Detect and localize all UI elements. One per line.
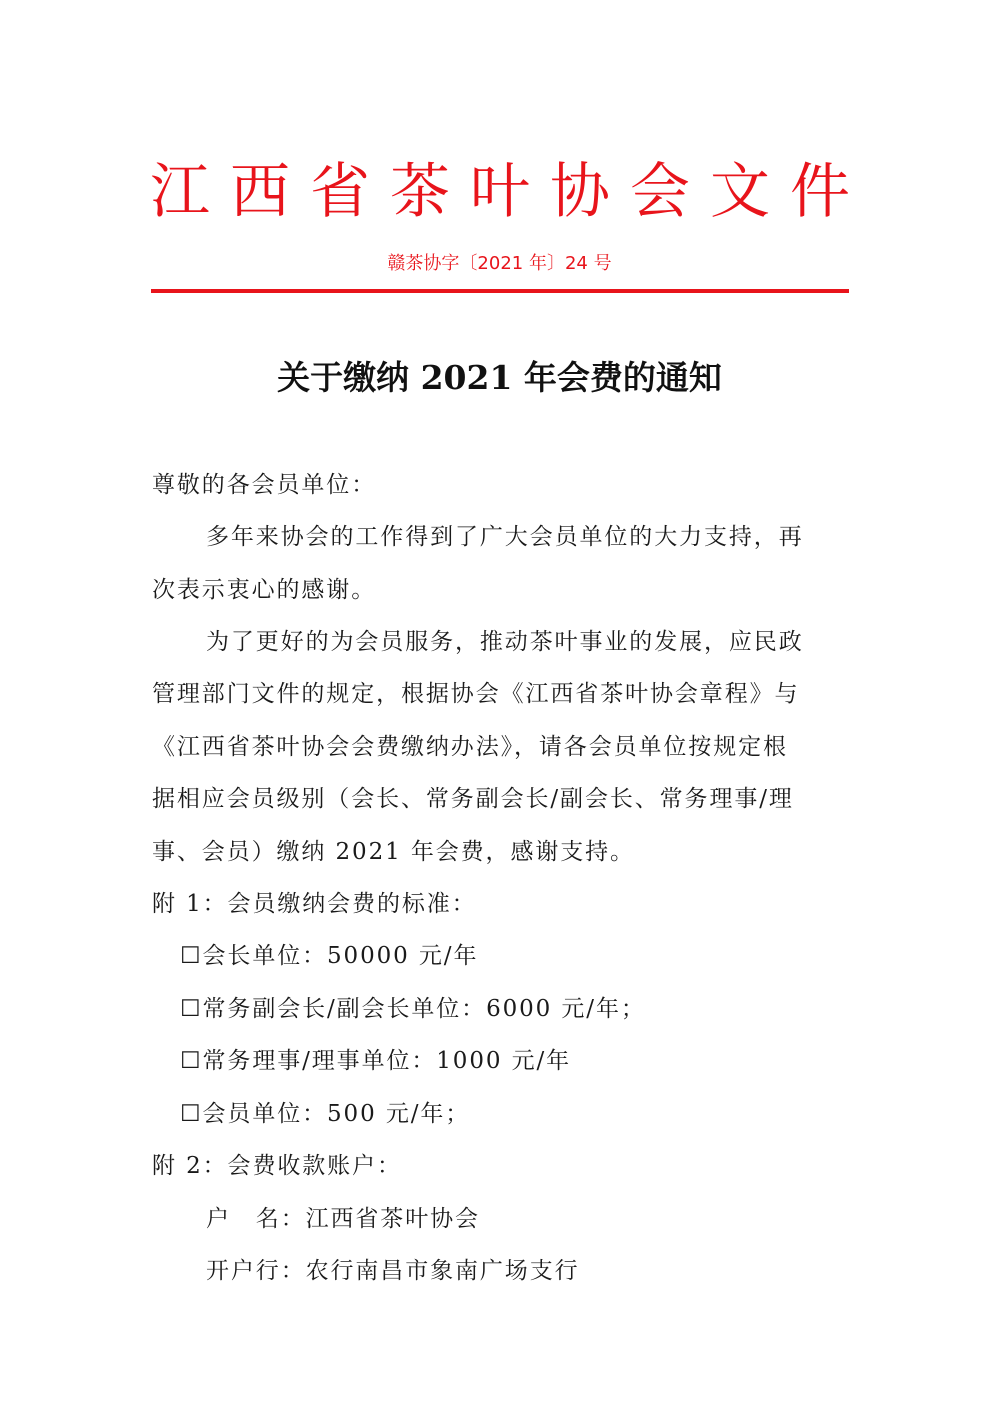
account-name-row	[206, 1202, 480, 1236]
paragraph-line: 多年来协会的工作得到了广大会员单位的大力支持，再	[206, 524, 804, 550]
paragraph-line: 次表示衷心的感谢。	[152, 577, 377, 603]
salutation: 尊敬的各会员单位：	[152, 472, 377, 498]
account-name-label: 户 名：	[206, 1206, 306, 1232]
bank-row	[206, 1254, 580, 1288]
paragraph-line: 事、会员）缴纳 2021 年会费，感谢支持。	[152, 839, 635, 865]
appendix-2-heading: 附 2：会费收款账户：	[152, 1153, 402, 1179]
document-number: 赣茶协字〔2021 年〕24 号	[387, 253, 612, 274]
header-title-char: 省	[310, 157, 370, 227]
bank-value: 农行南昌市象南广场支行	[305, 1258, 580, 1284]
document-header-title	[150, 152, 850, 232]
bank-label: 开户行：	[206, 1258, 306, 1284]
header-title-char: 江	[150, 157, 210, 227]
fee-standard-item: ☐常务理事/理事单位：1000 元/年	[180, 1048, 572, 1074]
paragraph-line: 据相应会员级别（会长、常务副会长/副会长、常务理事/理	[152, 786, 794, 812]
header-title-char: 件	[790, 157, 850, 227]
appendix-1-heading: 附 1：会员缴纳会费的标准：	[152, 891, 477, 917]
paragraph-line: 管理部门文件的规定，根据协会《江西省茶叶协会章程》与	[152, 681, 800, 707]
header-title-char: 协	[550, 157, 610, 227]
account-name-value: 江西省茶叶协会	[305, 1206, 480, 1232]
fee-standard-item: ☐常务副会长/副会长单位：6000 元/年；	[180, 996, 646, 1022]
header-title-char: 西	[230, 157, 290, 227]
notice-title: 关于缴纳 2021 年会费的通知	[277, 358, 722, 397]
header-divider	[151, 289, 849, 293]
fee-standard-item: ☐会员单位：500 元/年；	[180, 1101, 471, 1127]
fee-standard-item: ☐会长单位：50000 元/年	[180, 943, 479, 969]
header-title-char: 会	[630, 157, 690, 227]
header-title-char: 叶	[470, 157, 530, 227]
paragraph-line: 为了更好的为会员服务，推动茶叶事业的发展，应民政	[206, 629, 804, 655]
header-title-char: 茶	[390, 157, 450, 227]
paragraph-line: 《江西省茶叶协会会费缴纳办法》，请各会员单位按规定根	[152, 734, 788, 760]
header-title-char: 文	[710, 157, 770, 227]
